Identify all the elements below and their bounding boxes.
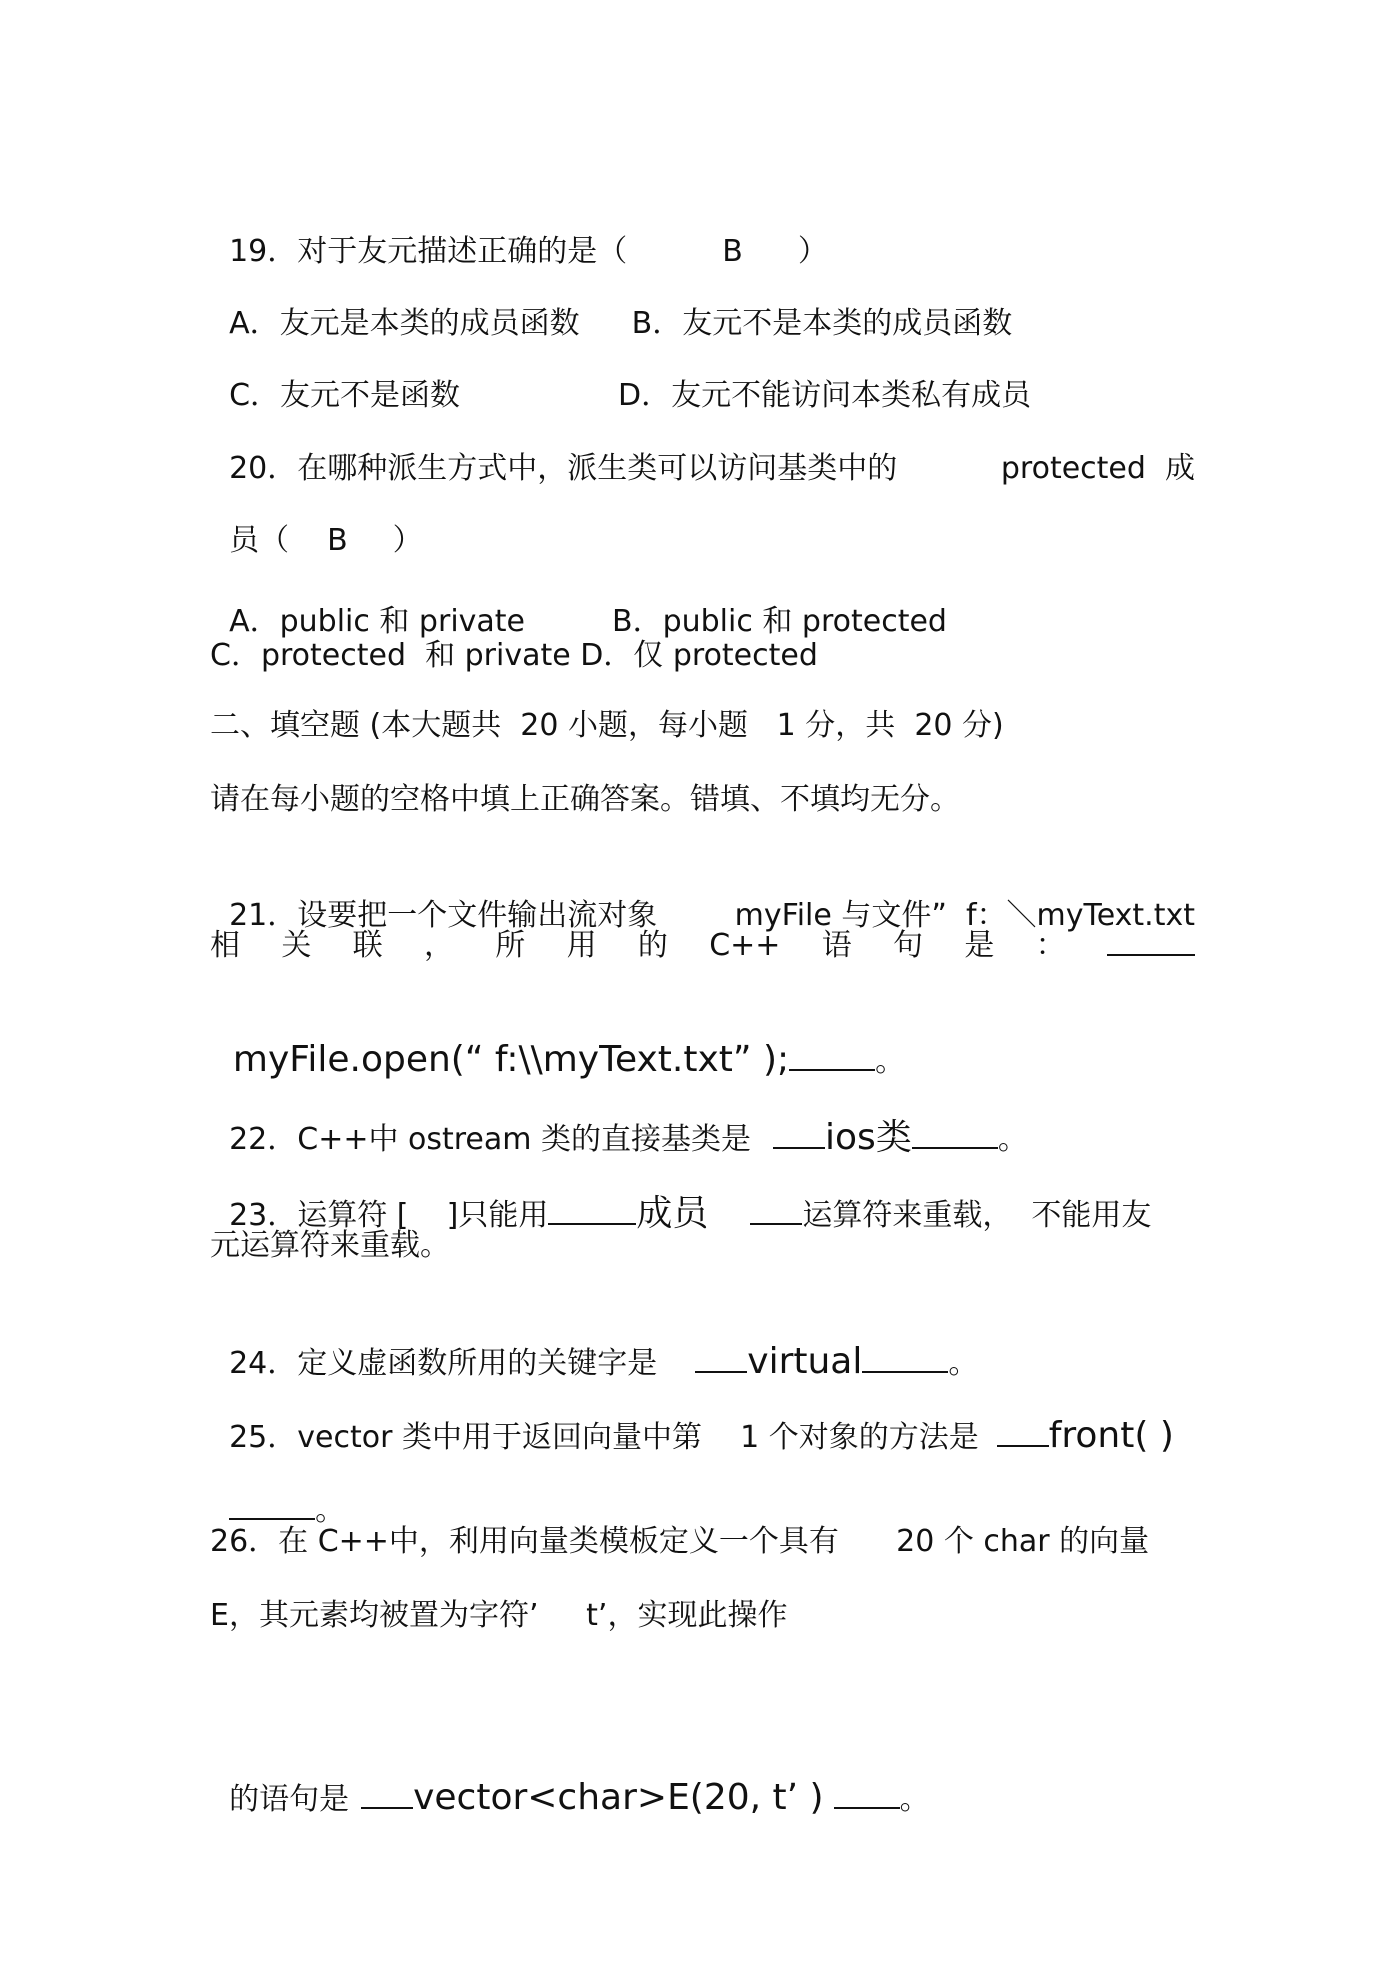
- section2-instruction: 请在每小题的空格中填上正确答案。错填、不填均无分。: [210, 782, 960, 817]
- q26-answer: vector<char>E(20, t’ ): [413, 1777, 824, 1818]
- q20-stem-line1: 20．在哪种派生方式中，派生类可以访问基类中的 protected 成: [229, 451, 1195, 486]
- q26-stem-line1: 26．在 C++中，利用向量类模板定义一个具有 20 个 char 的向量: [210, 1524, 1150, 1559]
- q26-answer-line: 的语句是 vector<char>E(20, t’ ) 。: [229, 1777, 930, 1818]
- q19-option-c: C．友元不是函数: [229, 378, 461, 413]
- q19-stem: 19．对于友元描述正确的是（ B ）: [229, 234, 828, 269]
- q20-option-a: A．public 和 private: [229, 604, 526, 639]
- blank-line: [912, 1119, 998, 1149]
- q21-stem-line1: 21．设要把一个文件输出流对象 myFile 与文件” f：＼myText.txt: [229, 898, 1195, 933]
- q23-answer: 成员: [636, 1193, 709, 1234]
- q22-answer: ios类: [825, 1117, 912, 1158]
- blank-line: [1107, 926, 1195, 956]
- q22-line: 22．C++中 ostream 类的直接基类是 ios类 。: [229, 1117, 1028, 1158]
- q20-stem-line2: 员（ B ）: [229, 523, 423, 558]
- blank-line: [862, 1343, 948, 1373]
- q25-line2: 。: [210, 1450, 345, 1531]
- section2-heading: 二、填空题 (本大题共 20 小题，每小题 1 分，共 20 分): [210, 708, 1004, 743]
- q24-line: 24．定义虚函数所用的关键字是 virtual 。: [229, 1341, 979, 1382]
- q19-option-b: B．友元不是本类的成员函数: [631, 306, 1013, 341]
- q19-option-a: A．友元是本类的成员函数: [229, 306, 580, 341]
- q23-stem-line1: 23．运算符 [ ]只能用 成员 运算符来重载， 不能用友: [229, 1193, 1152, 1234]
- q24-answer: virtual: [747, 1341, 863, 1382]
- blank-line: [229, 1490, 315, 1520]
- q21-answer-line: myFile.open(“ f:\\myText.txt” ); 。: [232, 1039, 906, 1080]
- q19-options-cd: [210, 336, 1032, 416]
- q19-answer: B: [722, 234, 743, 269]
- q21-stem-line2: 相 关 联 ， 所 用 的 C++ 语 句 是 ：: [210, 926, 1195, 966]
- q20-options-cd: C．protected 和 private D．仅 protected: [210, 638, 818, 673]
- q20-options-ab: [210, 562, 947, 642]
- q19-option-d: D．友元不能访问本类私有成员: [618, 378, 1032, 413]
- blank-line: [750, 1195, 802, 1225]
- blank-line: [997, 1417, 1049, 1447]
- q25-line: 25．vector 类中用于返回向量中第 1 个对象的方法是 front( ): [229, 1415, 1174, 1456]
- blank-line: [695, 1343, 747, 1373]
- q23-stem-line2: 元运算符来重载。: [210, 1228, 450, 1263]
- q25-answer: front( ): [1048, 1415, 1174, 1456]
- blank-line: [789, 1041, 875, 1071]
- blank-line: [361, 1779, 413, 1809]
- q20-answer: B: [327, 523, 348, 558]
- q21-answer: myFile.open(“ f:\\myText.txt” );: [232, 1039, 790, 1080]
- blank-line: [773, 1119, 825, 1149]
- blank-line: [548, 1195, 636, 1225]
- blank-line: [834, 1779, 900, 1809]
- q26-stem-line2: E，其元素均被置为字符’ t’，实现此操作: [210, 1598, 788, 1633]
- q19-options-ab: [210, 264, 1012, 344]
- q20-option-b: B．public 和 protected: [612, 604, 947, 639]
